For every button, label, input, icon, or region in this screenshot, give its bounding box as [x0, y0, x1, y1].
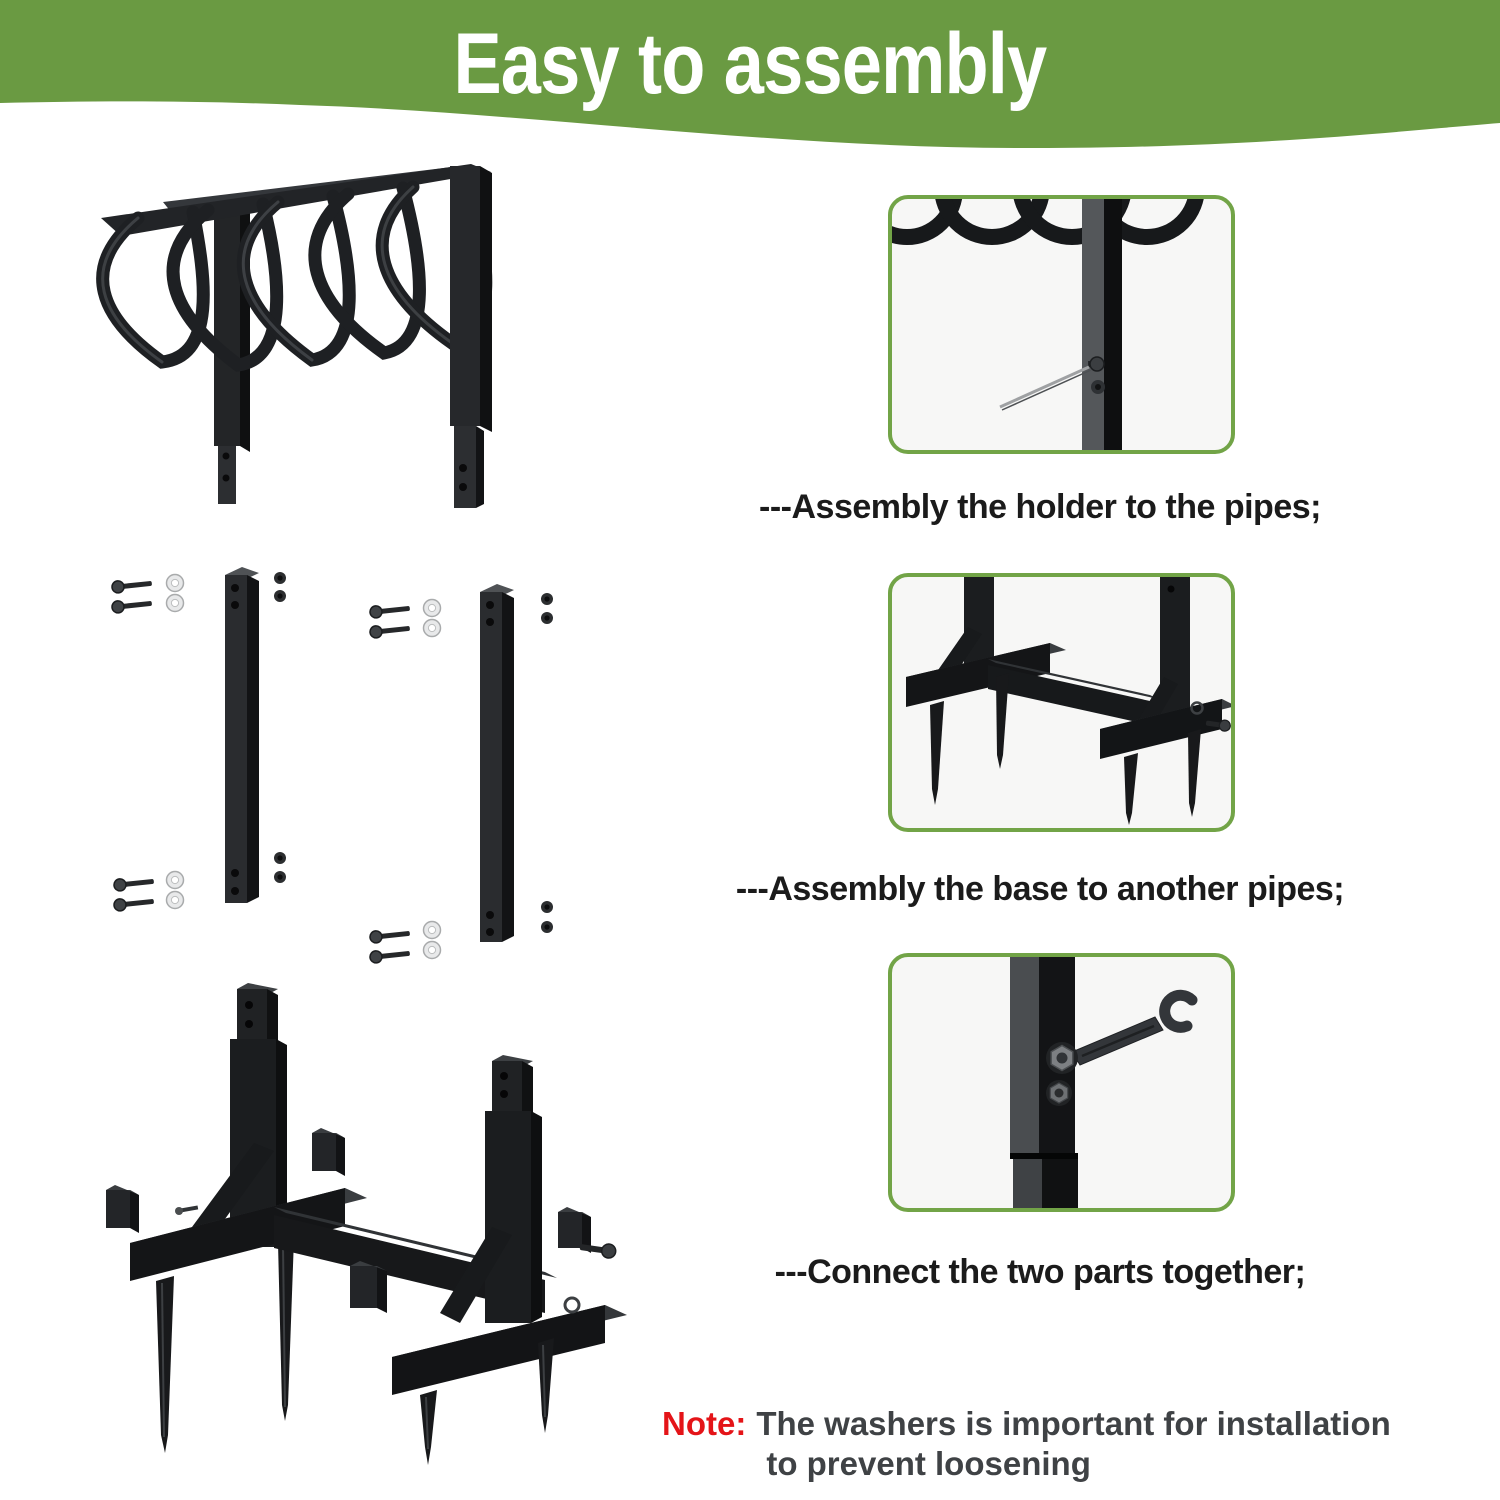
nut [541, 901, 553, 913]
support-pipes-illustration [75, 555, 620, 985]
step-3-image [892, 957, 1231, 1208]
support-pipe [225, 567, 259, 903]
support-pipe [1082, 199, 1122, 450]
step-2-caption: ---Assembly the base to another pipes; [735, 870, 1345, 908]
hex-bolt [369, 947, 410, 963]
washer [167, 872, 184, 889]
ground-spike [1188, 729, 1201, 817]
washer [167, 595, 184, 612]
upright-post [485, 1055, 542, 1323]
mounting-hole [1168, 586, 1175, 593]
mounting-hole [231, 887, 239, 895]
page-title: Easy to assembly [453, 16, 1047, 112]
mounting-hole [486, 928, 494, 936]
nut [274, 871, 286, 883]
mounting-hole [231, 601, 239, 609]
washer [167, 892, 184, 909]
step-3-card [888, 953, 1235, 1212]
mounting-hole [245, 1020, 253, 1028]
nut [274, 852, 286, 864]
hex-bolt [369, 622, 410, 638]
right-upright-post [450, 166, 492, 508]
note-text [756, 1404, 1390, 1484]
nut [541, 921, 553, 933]
hex-bolt [1046, 1080, 1072, 1106]
hex-bolt [111, 597, 152, 613]
washer [167, 575, 184, 592]
ground-spike [156, 1276, 174, 1453]
ground-spike [420, 1390, 437, 1465]
hose-holder-top-illustration [58, 156, 620, 538]
hex-bolt [111, 577, 152, 593]
hose-loops [103, 181, 486, 365]
washer [424, 942, 441, 959]
mounting-hole [223, 453, 230, 460]
end-cap [312, 1128, 345, 1176]
note [662, 1404, 1391, 1484]
mounting-hole [459, 483, 467, 491]
mounting-hole [459, 464, 467, 472]
support-pipe [480, 584, 514, 942]
washer [565, 1298, 579, 1312]
step-3-caption: ---Connect the two parts together; [774, 1253, 1306, 1291]
wrench-icon [1072, 995, 1192, 1065]
nut [541, 612, 553, 624]
mounting-hole [486, 618, 494, 626]
step-1-caption: ---Assembly the holder to the pipes; [759, 488, 1321, 526]
step-2-image [892, 577, 1231, 828]
hex-bolt [369, 602, 410, 618]
hex-bolt [175, 1205, 198, 1215]
end-cap [350, 1261, 387, 1313]
mounting-hole [245, 1001, 253, 1009]
nut [274, 590, 286, 602]
note-line-1: The washers is important for installation [756, 1405, 1391, 1442]
hose-loops [892, 199, 1197, 237]
ground-spike [996, 673, 1009, 769]
spiked-base-illustration [40, 975, 680, 1487]
top-rail [101, 164, 491, 236]
step-1-card [888, 195, 1235, 454]
note-label: Note: [662, 1405, 747, 1442]
end-cap [106, 1185, 139, 1233]
mounting-hole [500, 1090, 508, 1098]
mounting-hole [486, 601, 494, 609]
ground-spike [278, 1238, 294, 1421]
mounting-hole [231, 584, 239, 592]
hex-bolt [1046, 1042, 1078, 1074]
washer [424, 922, 441, 939]
hex-bolt [113, 875, 154, 891]
mounting-hole [223, 475, 230, 482]
support-pipe [1010, 957, 1078, 1208]
hex-bolt [369, 927, 410, 943]
washer [424, 600, 441, 617]
mounting-hole [231, 869, 239, 877]
nut [541, 593, 553, 605]
step-2-card [888, 573, 1235, 832]
ground-spike [930, 701, 944, 805]
hex-bolt [113, 895, 154, 911]
mounting-hole [500, 1072, 508, 1080]
hex-bolt [1091, 380, 1105, 394]
note-line-2: to prevent loosening [766, 1445, 1091, 1482]
nut [274, 572, 286, 584]
long-bolt [1000, 367, 1091, 410]
step-1-image [892, 199, 1231, 450]
mounting-hole [486, 911, 494, 919]
washer [424, 620, 441, 637]
ground-spike [538, 1338, 554, 1433]
ground-spike [1124, 753, 1138, 825]
